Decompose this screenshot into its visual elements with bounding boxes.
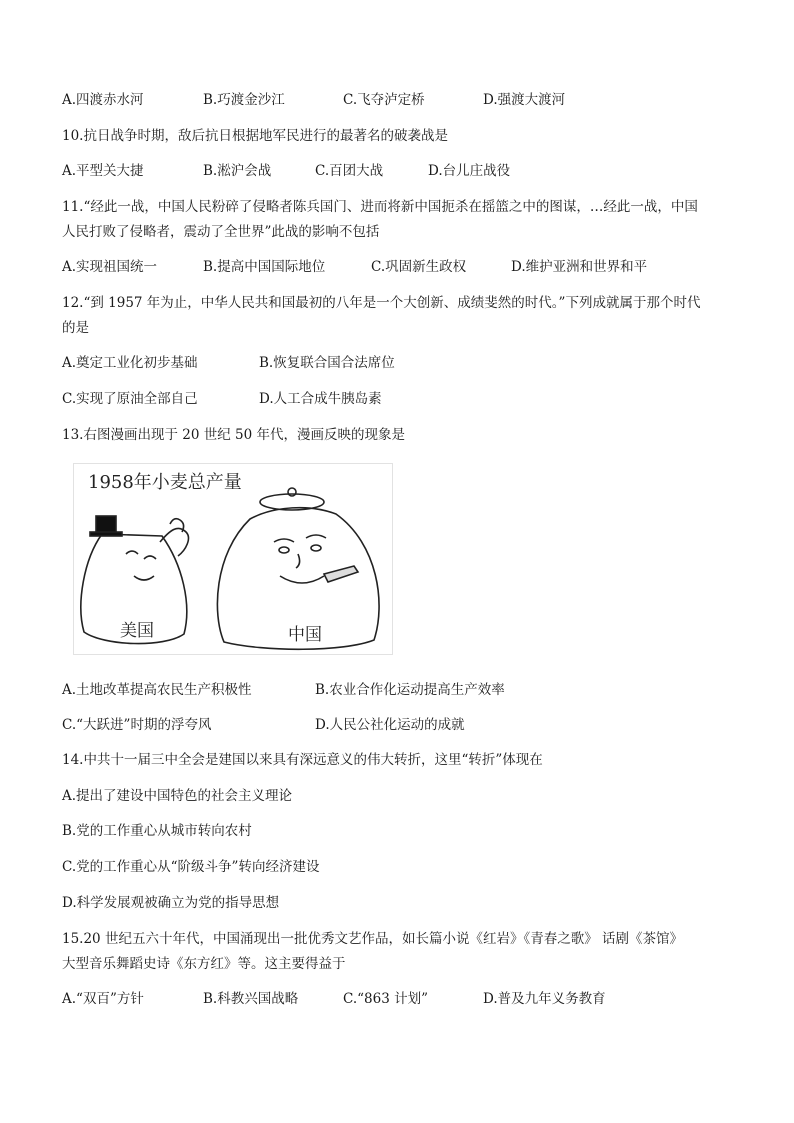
cartoon-label-china: 中国 (288, 625, 322, 645)
q11-option-a: A.实现祖国统一 (62, 259, 158, 275)
q12-option-d: D.人工合成牛胰岛素 (259, 391, 382, 407)
q10-option-d: D.台儿庄战役 (428, 163, 511, 179)
q10-stem: 10.抗日战争时期，敌后抗日根据地军民进行的最著名的破袭战是 (62, 128, 448, 144)
q14-option-b: B.党的工作重心从城市转向农村 (62, 823, 252, 839)
q14-option-d: D.科学发展观被确立为党的指导思想 (62, 895, 280, 911)
q14-option-a: A.提出了建设中国特色的社会主义理论 (62, 788, 293, 804)
q9-option-a: A.四渡赤水河 (62, 92, 144, 108)
q9-option-c: C.飞夺泸定桥 (343, 92, 425, 108)
cartoon-title: 1958年小麦总产量 (88, 472, 242, 493)
q11-option-d: D.维护亚洲和世界和平 (511, 259, 648, 275)
q14-option-c: C.党的工作重心从“阶级斗争”转向经济建设 (62, 859, 320, 875)
q9-option-d: D.强渡大渡河 (483, 92, 566, 108)
q11-stem-line1: 11.“经此一战，中国人民粉碎了侵略者陈兵国门、进而将新中国扼杀在摇篮之中的图谋，…经此一战，中国 (62, 199, 698, 215)
q15-option-b: B.科教兴国战略 (203, 991, 299, 1007)
q15-stem-line1: 15.20 世纪五六十年代，中国涌现出一批优秀文艺作品，如长篇小说《红岩》《青春之歌》 话剧《茶馆》 (62, 931, 683, 947)
q12-option-a: A.奠定工业化初步基础 (62, 355, 198, 371)
q13-option-c: C.“大跃进”时期的浮夸风 (62, 717, 212, 733)
q13-stem: 13.右图漫画出现于 20 世纪 50 年代，漫画反映的现象是 (62, 427, 405, 443)
q12-stem-line1: 12.“到 1957 年为止，中华人民共和国最初的八年是一个大创新、成绩斐然的时代。”下列成就属于那个时代 (62, 295, 701, 311)
q12-stem-line2: 的是 (62, 320, 89, 336)
q10-option-a: A.平型关大捷 (62, 163, 144, 179)
q15-option-d: D.普及九年义务教育 (483, 991, 606, 1007)
q15-option-c: C.“863 计划” (343, 991, 429, 1007)
q13-option-b: B.农业合作化运动提高生产效率 (315, 682, 505, 698)
q11-option-b: B.提高中国国际地位 (203, 259, 326, 275)
q13-option-a: A.土地改革提高农民生产积极性 (62, 682, 252, 698)
q12-option-c: C.实现了原油全部自己 (62, 391, 198, 407)
q11-stem-line2: 人民打败了侵略者，震动了全世界”此战的影响不包括 (62, 224, 380, 240)
q10-option-c: C.百团大战 (315, 163, 384, 179)
q15-stem-line2: 大型音乐舞蹈史诗《东方红》等。这主要得益于 (62, 956, 346, 972)
q15-option-a: A.“双百”方针 (62, 991, 144, 1007)
q13-option-d: D.人民公社化运动的成就 (315, 717, 465, 733)
q14-stem: 14.中共十一届三中全会是建国以来具有深远意义的伟大转折，这里“转折”体现在 (62, 752, 543, 768)
q12-option-b: B.恢复联合国合法席位 (259, 355, 395, 371)
cartoon-label-usa: 美国 (120, 621, 154, 641)
q11-option-c: C.巩固新生政权 (371, 259, 467, 275)
q9-option-b: B.巧渡金沙江 (203, 92, 285, 108)
cartoon-image (73, 463, 393, 655)
q10-option-b: B.淞沪会战 (203, 163, 272, 179)
